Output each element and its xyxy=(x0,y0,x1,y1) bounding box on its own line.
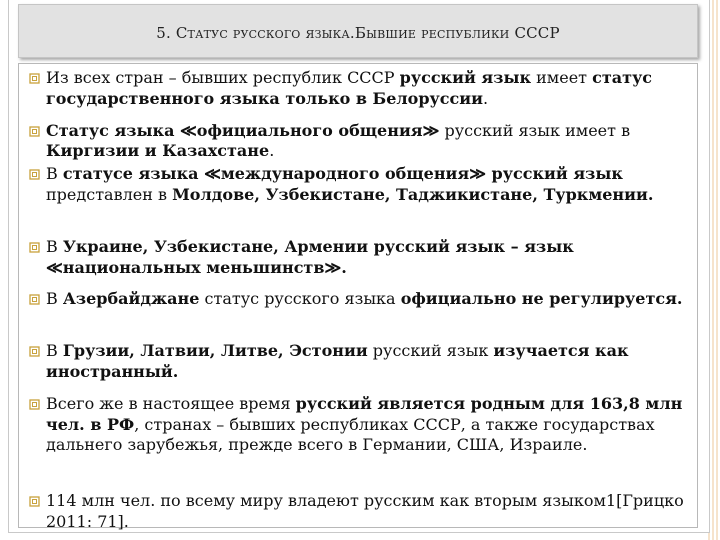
bullet-text xyxy=(46,237,574,277)
bold-text-run: русский язык xyxy=(399,68,532,87)
bullet-list xyxy=(19,64,697,533)
bullet-item xyxy=(19,64,697,110)
outlined-square-bullet-icon xyxy=(29,294,40,305)
text-run: Всего же в настоящее время xyxy=(46,393,296,413)
bullet-text xyxy=(46,491,684,531)
bold-text-run: официально не регулируется. xyxy=(400,289,683,309)
bullet-item xyxy=(19,110,697,163)
slide-title: 5. Статус русского языка.Бывшие республики СССР xyxy=(156,24,560,42)
content-box xyxy=(18,63,698,531)
bullet-text xyxy=(46,121,630,161)
text-run: статус русского языка xyxy=(199,289,401,309)
bullet-item xyxy=(19,278,697,310)
text-run: , странах – бывших республиках СССР, а также государствах дальнего зарубежья, прежде всего в Германии, США, Израиле. xyxy=(46,414,655,455)
bullet-text xyxy=(46,394,682,455)
bold-text-run: Грузии, Латвии, Литве, Эстонии xyxy=(62,341,368,361)
text-run: представлен в xyxy=(46,184,173,204)
bullet-item xyxy=(19,162,697,206)
text-run: имеет xyxy=(531,68,593,87)
bullet-text xyxy=(46,289,682,308)
text-run: В xyxy=(46,164,63,184)
bold-text-run: Статус языка ≪официального общения≫ xyxy=(46,120,440,140)
bold-text-run: Молдове, Узбекистане, Таджикистане, Туркмении. xyxy=(172,184,654,204)
bold-text-run: статусе языка ≪международного общения≫ русский язык xyxy=(62,164,623,184)
outlined-square-bullet-icon xyxy=(29,496,40,507)
bold-text-run: русский является родным для 163,8 млн чел. в РФ xyxy=(46,393,683,434)
bullet-text xyxy=(46,68,652,108)
text-run: . xyxy=(269,141,275,161)
text-run: . xyxy=(483,88,489,108)
slide xyxy=(8,0,710,533)
bold-text-run: Киргизии и Казахстане xyxy=(46,141,270,161)
text-run: Из всех стран – бывших республик СССР xyxy=(46,68,400,87)
bold-text-run: Украине, Узбекистане, Армении русский язык – язык ≪национальных меньшинств≫. xyxy=(46,236,574,277)
bullet-item xyxy=(19,310,697,383)
bullet-text xyxy=(46,164,653,204)
text-run: В xyxy=(46,289,63,309)
outlined-square-bullet-icon xyxy=(29,73,40,84)
bold-text-run: статус государственного языка только в Белоруссии xyxy=(46,68,653,108)
text-run: В xyxy=(46,341,63,361)
outlined-square-bullet-icon xyxy=(29,126,40,137)
title-bar xyxy=(18,4,698,58)
outlined-square-bullet-icon xyxy=(29,242,40,253)
bullet-text xyxy=(46,341,629,381)
text-run: 114 млн чел. по всему миру владеют русским как вторым языком1[Грицко 2011: 71]. xyxy=(46,491,684,531)
outlined-square-bullet-icon xyxy=(29,346,40,357)
bullet-item xyxy=(19,383,697,456)
bold-text-run: Азербайджане xyxy=(62,289,200,309)
bullet-item xyxy=(19,456,697,533)
text-run: В xyxy=(46,236,63,256)
bold-text-run: изучается как иностранный. xyxy=(46,341,629,381)
text-run: русский язык имеет в xyxy=(439,120,631,140)
bullet-item xyxy=(19,206,697,279)
text-run: русский язык xyxy=(367,341,494,361)
outlined-square-bullet-icon xyxy=(29,169,40,180)
outlined-square-bullet-icon xyxy=(29,399,40,410)
